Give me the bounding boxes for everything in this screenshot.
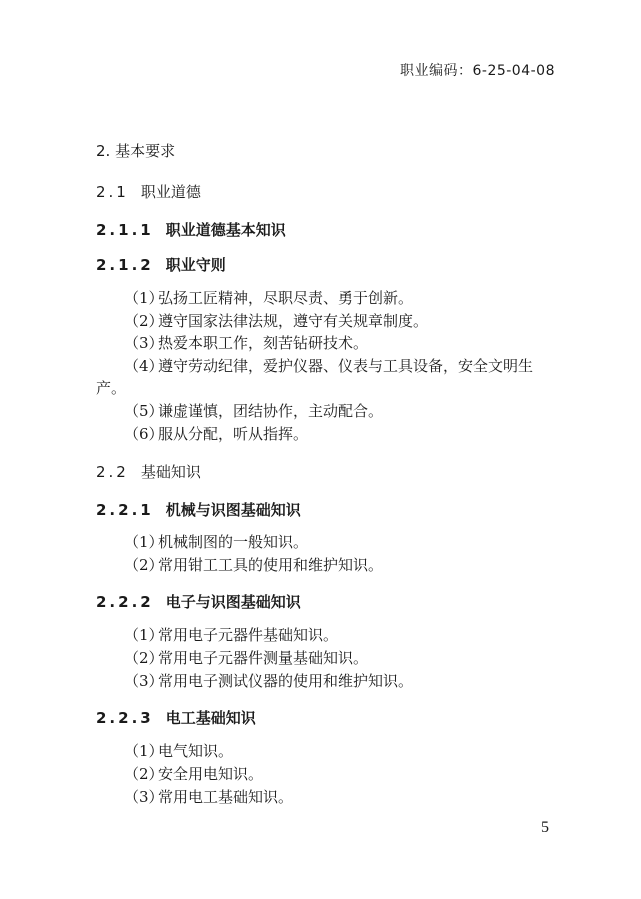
list-item: （2）遵守国家法律法规，遵守有关规章制度。 [124,312,429,330]
heading-2-2-3 [96,707,256,728]
heading-2-2 [96,461,201,482]
list-item: （3）热爱本职工作，刻苦钻研技术。 [124,334,369,352]
page-number: 5 [541,819,549,836]
list-item: （6）服从分配，听从指挥。 [124,425,309,443]
heading-text: 电子与识图基础知识 [165,593,301,611]
heading-number: 2.2 [96,463,129,481]
list-item: （5）谦虚谨慎，团结协作，主动配合。 [124,402,384,420]
list-item: （1）常用电子元器件基础知识。 [124,626,339,644]
list-item: （3）常用电工基础知识。 [124,788,294,806]
occupation-code: 职业编码：6-25-04-08 [399,63,555,79]
list-item: （1）电气知识。 [124,742,234,760]
heading-number: 2.2.2 [96,593,154,611]
heading-2-2-1 [96,499,301,520]
heading-text: 机械与识图基础知识 [165,501,301,519]
heading-text: 电工基础知识 [165,709,256,727]
list-item: （4）遵守劳动纪律，爱护仪器、仪表与工具设备，安全文明生 [124,357,534,375]
heading-text: 职业守则 [165,256,226,274]
heading-number: 2.1 [96,183,129,201]
heading-number: 2.1.1 [96,221,154,239]
list-item: （2）常用钳工工具的使用和维护知识。 [124,556,384,574]
heading-2-1 [96,181,201,202]
heading-2-1-2 [96,254,226,275]
list-item: （2）安全用电知识。 [124,765,264,783]
heading-text: 职业道德 [140,183,201,201]
heading-number: 2.2.3 [96,709,154,727]
heading-number: 2.1.2 [96,256,154,274]
section-title-2: 2. 基本要求 [96,142,176,160]
list-item: （1）弘扬工匠精神，尽职尽责、勇于创新。 [124,289,414,307]
list-item-continuation: 产。 [96,379,127,397]
heading-2-2-2 [96,591,301,612]
heading-text: 职业道德基本知识 [165,221,286,239]
list-item: （1）机械制图的一般知识。 [124,533,309,551]
list-item: （3）常用电子测试仪器的使用和维护知识。 [124,672,414,690]
heading-number: 2.2.1 [96,501,154,519]
list-item: （2）常用电子元器件测量基础知识。 [124,649,369,667]
heading-2-1-1 [96,219,286,240]
heading-text: 基础知识 [140,463,201,481]
